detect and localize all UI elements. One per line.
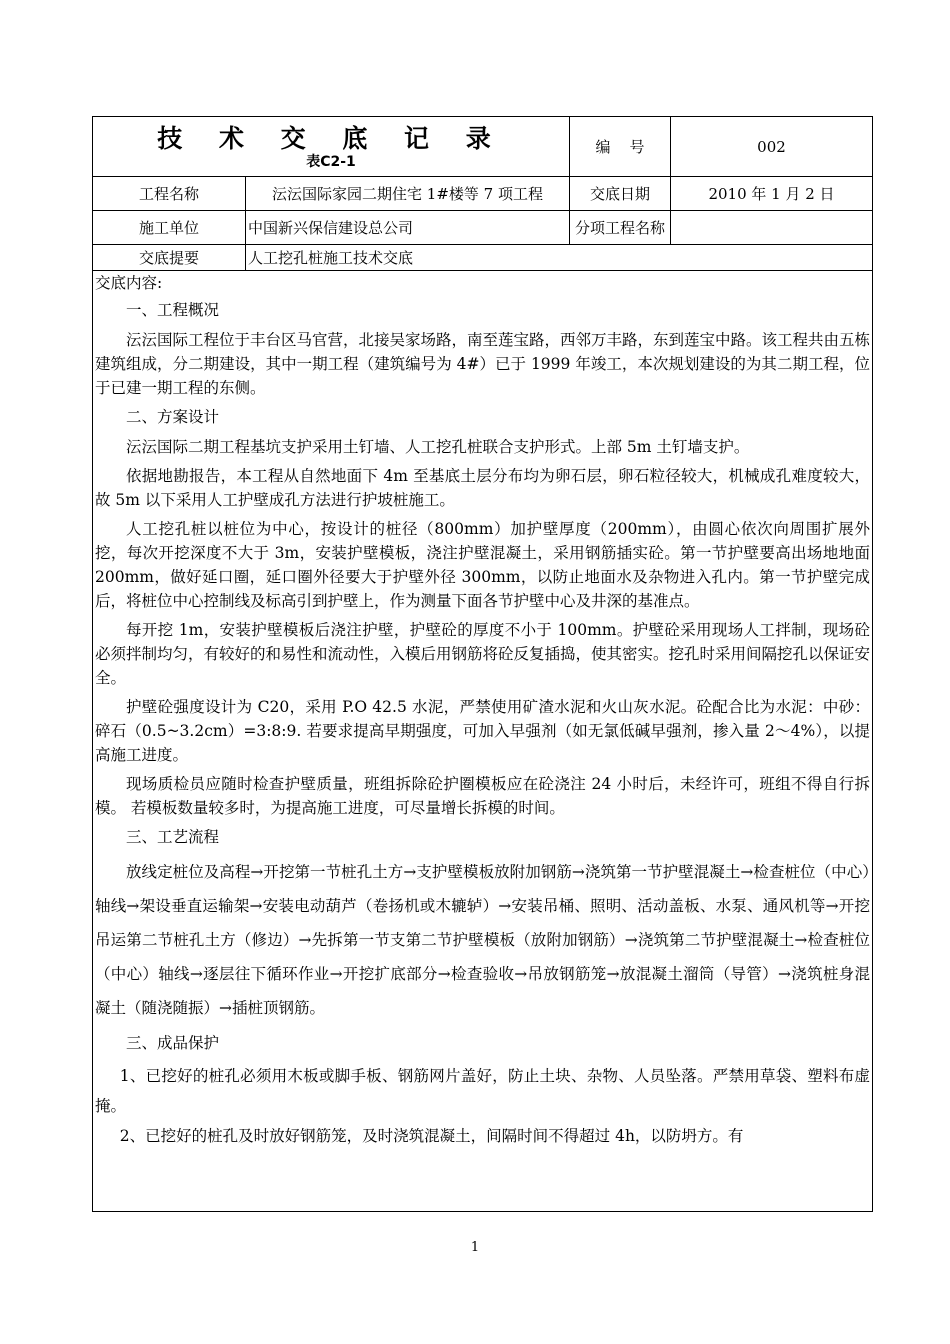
protection-item-2: 2、已挖好的桩孔及时放好钢筋笼，及时浇筑混凝土，间隔时间不得超过 4h，以防坍方。有 [119,1127,744,1145]
subproject-label: 分项工程名称 [570,211,671,244]
protection-item-1: 1、已挖好的桩孔必须用木板或脚手板、钢筋网片盖好，防止土块、杂物、人员坠落。严禁用草袋、塑料布虚掩。 [95,1067,870,1115]
contractor-label: 施工单位 [93,211,246,244]
contractor-value: 中国新兴保信建设总公司 [246,211,570,244]
design-paragraph-2: 依据地勘报告，本工程从自然地面下 4m 至基底土层分布均为卵石层，卵石粒径较大，机械成孔难度较大，故 5m 以下采用人工护壁成孔方法进行护坡桩施工。 [95,467,870,509]
contractor-row [93,211,872,245]
summary-value: 人工挖孔桩施工技术交底 [248,249,414,267]
overview-paragraph: 沄沄国际工程位于丰台区马官营，北接吴家场路，南至莲宝路，西邻万丰路，东到莲宝中路。该工程共由五栋建筑组成，分二期建设，其中一期工程（建筑编号为 4#）已于 1999 年竣工，本次规划建设的为其二期工程，位于已建一期工程的东侧。 [95,331,871,397]
design-paragraph-4: 每开挖 1m，安装护壁模板后浇注护壁，护壁砼的厚度不小于 100mm。护壁砼采用现场人工拌制，现场砼必须拌制均匀，有较好的和易性和流动性，入模后用钢筋将砼反复插捣，使其密实。挖孔时采用间隔挖孔以保证安全。 [95,621,871,687]
number-value: 002 [757,137,786,156]
summary-row [93,245,872,271]
design-paragraph-1: 沄沄国际二期工程基坑支护采用土钉墙、人工挖孔桩联合支护形式。上部 5m 土钉墙支护。 [126,438,750,456]
section-heading-overview: 一、工程概况 [126,301,220,319]
form-title: 技 术 交 底 记 录 [157,123,505,153]
number-label: 编 号 [570,117,671,176]
section-heading-protection: 三、成品保护 [126,1034,220,1052]
form-code: 表C2-1 [306,153,356,170]
section-heading-process: 三、工艺流程 [126,828,220,846]
section-heading-design: 二、方案设计 [126,408,220,426]
summary-label: 交底提要 [93,245,246,270]
technical-briefing-form [92,116,873,1212]
date-label: 交底日期 [570,177,671,210]
date-value: 2010 年 1 月 2 日 [708,185,835,203]
title-cell [93,117,570,176]
design-paragraph-5: 护壁砼强度设计为 C20，采用 P.O 42.5 水泥，严禁使用矿渣水泥和火山灰水泥。砼配合比为水泥：中砂：碎石（0.5~3.2cm）=3:8:9. 若要求提高早期强度，可加入早强剂（如无氯低碱早强剂，掺入量 2～4%），以提高施工进度。 [95,698,870,764]
subproject-value [671,211,872,244]
design-paragraph-3: 人工挖孔桩以桩位为中心，按设计的桩径（800mm）加护壁厚度（200mm），由圆心依次向周围扩展外挖，每次开挖深度不大于 3m，安装护壁模板，浇注护壁混凝土，采用钢筋插实砼。第一节护壁要高出场地地面 200mm，做好延口圈，延口圈外径要大于护壁外径 300mm，以防止地面水及杂物进入孔内。第一节护壁完成后，将桩位中心控制线及标高引到护壁上，作为测量下面各节护壁中心及井深的基准点。 [95,520,870,610]
page-number: 1 [470,1240,480,1255]
design-paragraph-6: 现场质检员应随时检查护壁质量，班组拆除砼护圈模板应在砼浇注 24 小时后，未经许可，班组不得自行拆模。 若模板数量较多时，为提高施工进度，可尽量增长拆模的时间。 [95,775,870,817]
project-name-label: 工程名称 [93,177,246,210]
briefing-content [93,274,872,1151]
project-name-row [93,177,872,211]
project-name-value: 沄沄国际家园二期住宅 1#楼等 7 项工程 [246,177,570,210]
title-row [93,117,872,177]
process-flow-paragraph: 放线定桩位及高程→开挖第一节桩孔土方→支护壁模板放附加钢筋→浇筑第一节护壁混凝土→检查桩位（中心）轴线→架设垂直运输架→安装电动葫芦（卷扬机或木辘轳）→安装吊桶、照明、活动盖板、水泵、通风机等→开挖吊运第二节桩孔土方（修边）→先拆第一节支第二节护壁模板（放附加钢筋）→浇筑第二节护壁混凝土→检查桩位（中心）轴线→逐层往下循环作业→开挖扩底部分→检查验收→吊放钢筋笼→放混凝土溜筒（导管）→浇筑桩身混凝土（随浇随振）→插桩顶钢筋。 [95,863,870,1017]
content-intro-label: 交底内容: [95,274,163,292]
